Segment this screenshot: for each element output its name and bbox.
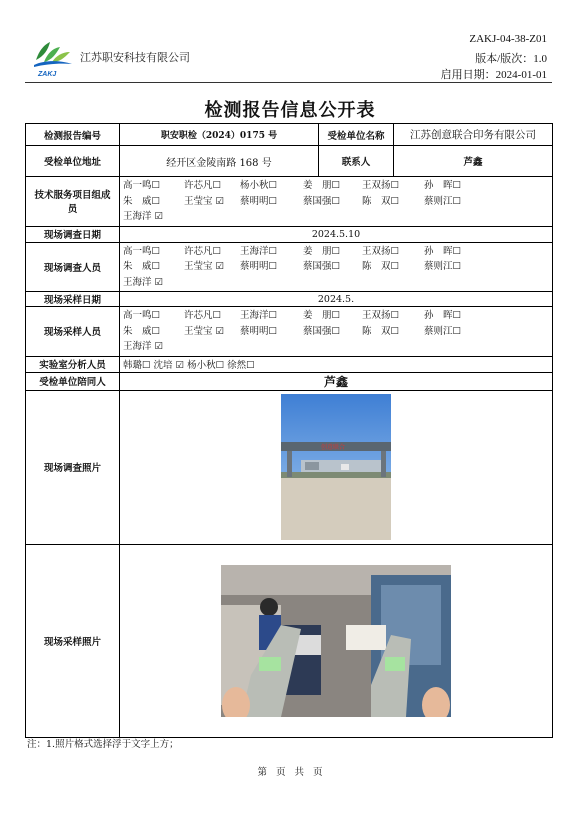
member-entry [240,339,303,355]
row-survey-date [26,226,553,242]
contact-value: 芦鑫 [394,146,553,177]
row-report-no [26,124,553,146]
member-entry: 高一鸣☐ [123,245,161,257]
row-tech-team [26,177,553,227]
member-entry: 王海洋☐ [240,310,278,321]
member-entry: 王海洋☐ [240,245,278,257]
member-entry: 蔡国强☐ [303,325,341,337]
member-entry: 王双扬☐ [362,310,400,321]
member-entry [482,324,542,340]
row-lab-staff [26,356,553,372]
member-entry: 王莹宝 ☑ [184,261,225,272]
report-no-value: 职安职检（2024）0175 号 [120,124,319,146]
footnote: 注：1.照片格式选择浮于文字上方； [27,739,179,750]
member-entry [303,209,362,225]
sampling-staff-label: 现场采样人员 [26,307,120,357]
member-entry: 高一鸣☐ [123,310,161,321]
tech-team-members [120,177,553,227]
tech-team-label: 技术服务项目组成员 [26,177,120,227]
member-entry: 朱 威☐ [123,261,161,272]
survey-date-value: 2024.5.10 [120,226,553,242]
member-entry [303,339,362,355]
member-entry: 蔡国强☐ [303,261,341,272]
member-entry: 姜 朋☐ [303,245,341,257]
doc-version: 版本/版次：1.0 [475,53,547,65]
member-entry: 高一鸣☐ [123,180,161,191]
member-entry: 陈 双☐ [362,325,400,337]
survey-date-label: 现场调查日期 [26,226,120,242]
member-entry: 蔡明明☐ [240,261,278,272]
member-entry: 朱 威☐ [123,195,161,207]
member-entry: 孙 晖☐ [424,310,462,321]
header-divider [25,82,552,83]
member-entry: 王双扬☐ [362,245,400,257]
member-entry: 蔡国强☐ [303,195,341,207]
member-entry: 王海洋 ☑ [123,341,164,352]
escort-value: 芦鑫 [120,372,553,390]
member-entry [184,275,240,291]
info-table [25,123,553,738]
member-entry [482,339,542,355]
member-entry: 杨小秋☐ [240,180,278,191]
sampling-photo-cell [120,544,553,737]
row-sampling-date [26,292,553,307]
row-survey-photo [26,390,553,544]
gate-sign: 创意联合 [321,444,346,451]
member-entry: 王海洋 ☑ [123,211,164,222]
lab-staff-label: 实验室分析人员 [26,356,120,372]
survey-photo-cell [120,390,553,544]
member-entry: 许芯凡☐ [184,245,222,257]
member-entry [424,209,482,225]
member-entry: 许芯凡☐ [184,180,222,191]
member-entry [240,275,303,291]
client-name-label: 受检单位名称 [319,124,394,146]
member-entry: 王海洋 ☑ [123,276,164,288]
member-entry [482,209,542,225]
member-entry: 姜 朋☐ [303,310,341,321]
member-entry: 孙 晖☐ [424,245,462,257]
member-entry: 蔡则江☐ [424,325,462,337]
member-entry: 王莹宝 ☑ [184,195,225,207]
report-no-label: 检测报告编号 [26,124,120,146]
member-entry: 姜 朋☐ [303,180,341,191]
company-name: 江苏职安科技有限公司 [80,51,190,64]
row-sampling-staff [26,307,553,357]
member-entry [184,339,240,355]
escort-label: 受检单位陪同人 [26,372,120,390]
address-value: 经开区金陵南路 168 号 [120,146,319,177]
lab-staff-members: 韩璐☐ 沈培 ☑ 杨小秋☐ 徐然☐ [120,356,553,372]
logo-text: ZAKJ [38,71,57,78]
member-entry [240,209,303,225]
row-sampling-photo [26,544,553,737]
member-entry [362,275,424,291]
sampling-staff-members [120,307,553,357]
member-entry: 陈 双☐ [362,195,400,207]
sampling-date-value: 2024.5. [120,292,553,307]
member-entry [362,209,424,225]
member-entry: 蔡则江☐ [424,195,462,207]
doc-start-date: 启用日期：2024-01-01 [440,69,547,81]
sampling-date-label: 现场采样日期 [26,292,120,307]
member-entry: 朱 威☐ [123,325,161,337]
member-entry: 蔡明明☐ [240,195,278,207]
member-entry: 蔡明明☐ [240,325,278,337]
member-entry [184,209,240,225]
page-title: 检测报告信息公开表 [204,100,376,121]
survey-photo-label: 现场调查照片 [26,390,120,544]
client-name-value: 江苏创意联合印务有限公司 [394,124,553,146]
row-escort [26,372,553,390]
doc-code: ZAKJ-04-38-Z01 [469,33,547,45]
member-entry [424,275,482,291]
member-entry [482,244,542,260]
member-entry: 王莹宝 ☑ [184,325,225,337]
member-entry [482,194,542,210]
member-entry: 王双扬☐ [362,180,400,191]
company-logo [30,38,74,78]
member-entry [362,339,424,355]
address-label: 受检单位地址 [26,146,120,177]
member-entry: 许芯凡☐ [184,310,222,321]
member-entry [482,178,542,194]
member-entry [482,308,542,324]
survey-staff-label: 现场调查人员 [26,242,120,292]
member-entry: 蔡则江☐ [424,261,462,272]
survey-photo [281,394,391,540]
member-entry: 陈 双☐ [362,261,400,272]
row-address [26,146,553,177]
row-survey-staff [26,242,553,292]
member-entry [303,275,362,291]
sampling-photo-label: 现场采样照片 [26,544,120,737]
member-entry [482,259,542,275]
member-entry [482,275,542,291]
contact-label: 联系人 [319,146,394,177]
member-entry: 孙 晖☐ [424,180,462,191]
survey-staff-members [120,242,553,292]
sampling-photo [221,565,451,717]
member-entry [424,339,482,355]
page-number: 第 页 共 页 [257,767,323,778]
